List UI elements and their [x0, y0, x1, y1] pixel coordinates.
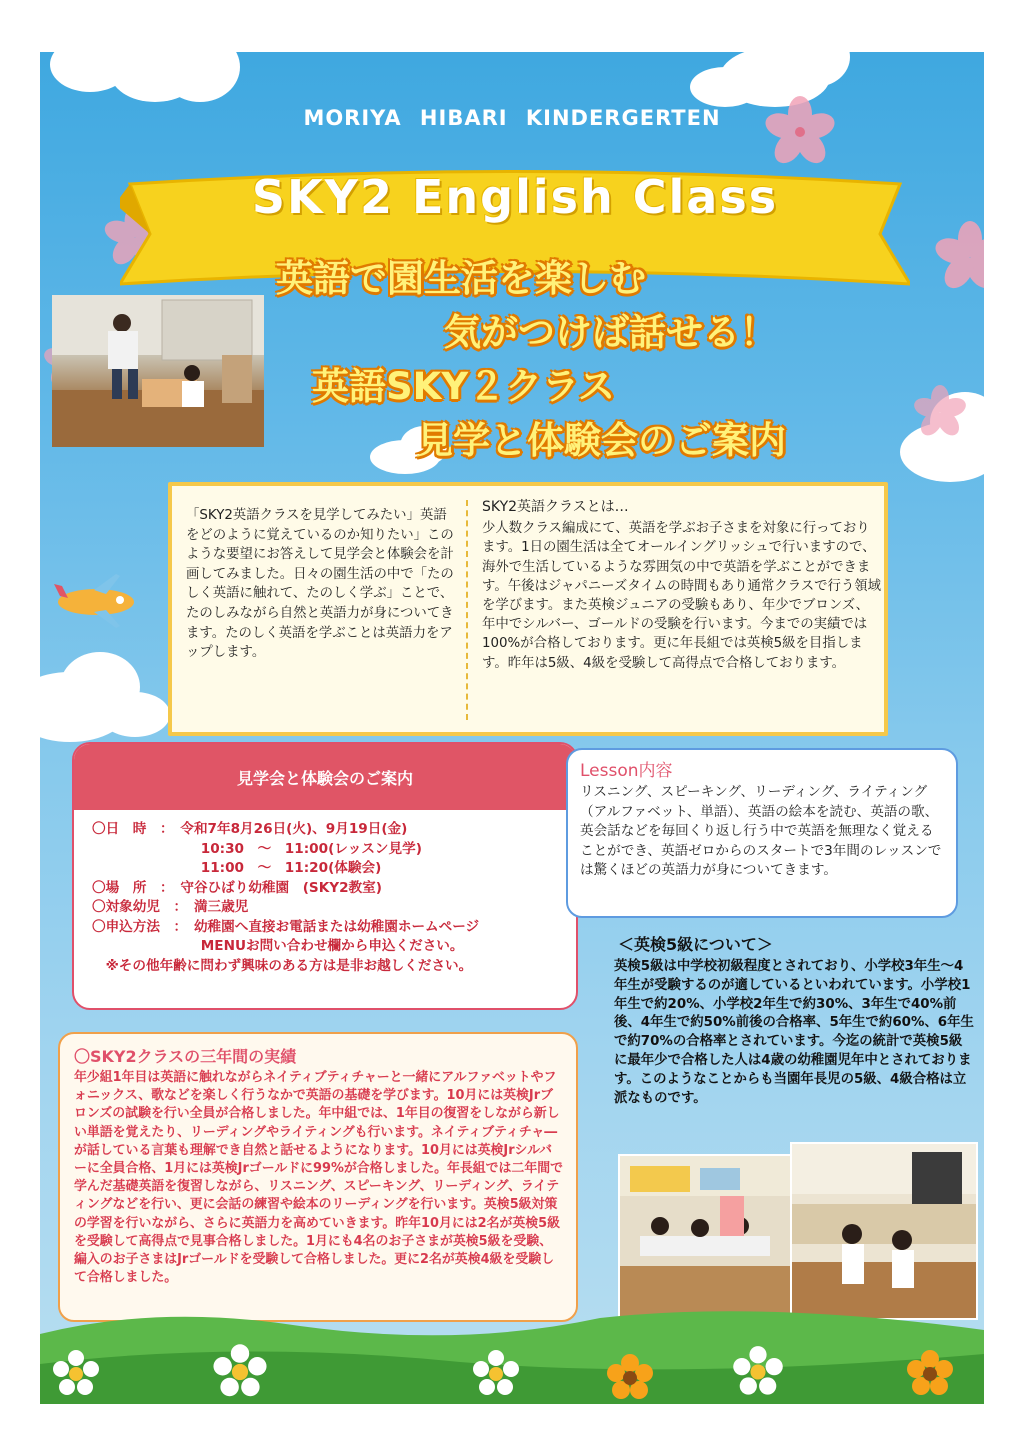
headline-line-2: 気がつけば話せる！: [444, 311, 777, 354]
lesson-title: Lesson内容: [580, 761, 673, 781]
school-name: MORIYA HIBARI KINDERGERTEN: [303, 106, 721, 130]
event-row: 〇場 所 ： 守谷ひばり幼稚園 (SKY2教室): [92, 879, 382, 896]
cherry-blossom-icon: [760, 92, 840, 172]
event-row: MENUお問い合わせ欄から申込ください。: [92, 938, 464, 954]
event-info-box: [72, 742, 578, 1010]
record-box: [58, 1032, 578, 1322]
intro-divider: [466, 500, 468, 720]
lesson-photo-right: [790, 1142, 978, 1320]
event-row: 〇対象幼児 ： 満三歳児: [92, 899, 249, 915]
marigold-icon: [600, 1352, 660, 1404]
event-row: 〇日 時 ： 令和7年8月26日(火)、9月19日(金): [92, 821, 408, 837]
headline-line-1: 英語で園生活を楽しむ: [276, 257, 646, 300]
daisy-icon: [210, 1342, 270, 1402]
intro-box: [168, 482, 888, 736]
event-row: 11:00 ～ 11:20(体験会): [92, 860, 382, 876]
event-info-title: 見学会と体験会のご案内: [74, 744, 576, 810]
eiken-text: 英検5級は中学校初級程度とされており、小学校3年生～4年生が受験するのが適しているといわれています。小学校1年生で約20%、小学校2年生で約30%、3年生で40%前後、4年生で約50%前後の合格率、5年生で約60%、6年生で約70%の合格率とされています。今迄の統計で英検5級に最年少で合格した人は4歳の幼稚園児年中とされております。このようなことからも当園年長児の5級、4級合格は立派なものです。: [614, 959, 974, 1106]
cherry-blossom-icon: [910, 382, 970, 442]
daisy-icon: [50, 1348, 102, 1400]
record-text: 年少組1年目は英語に触れながらネイティブティチャーと一緒にアルファベットやフォニックス、歌などを楽しく行うなかで英語の基礎を学びます。10月には英検Jrブロンズの試験を行い全員が合格しました。年中組では、1年目の復習をしながら新しい単語を覚えたり、リーディングやライティングも行います。ネイティブティチャ―が話している言葉も理解でき自然と話せるようになります。10月には英検Jrシルバーに全員合格、1月には英検Jrゴールドに99%が合格しました。年長組では二年間で学んだ基礎英語を復習しながら、リスニング、スピーキング、リーディング、ライティングなどを行い、更に会話の練習や絵本のリーディングを行います。英検5級対策の学習を行いながら、さらに英語力を高めていきます。昨年10月には2名が英検5級を受験して高得点で見事合格しました。1月にも4名のお子さまが英検5級を受験、編入のお子さまはJrゴールドを受験して合格しました。更に2名が英検4級を受験して合格しました。: [74, 1070, 563, 1286]
marigold-icon: [900, 1348, 960, 1400]
sky2-about-text: 少人数クラス編成にて、英語を学ぶお子さまを対象に行っております。1日の園生活は全てオールイングリッシュで行いますので、海外で生活しているような雰囲気の中で英語を学ぶことができます。午後はジャパニーズタイムの時間もあり通常クラスで行う領域を学びます。また英検ジュニアの受験もあり、年少でブロンズ、年中でシルバー、ゴールドの受験を行います。今までの実績では100%が合格しております。更に年長組では英検5級を目指します。昨年は5級、4級を受験して高得点で合格しております。: [482, 521, 882, 671]
event-info-body: [74, 810, 576, 976]
daisy-icon: [470, 1348, 522, 1400]
sky2-about-title: SKY2英語クラスとは…: [482, 499, 629, 515]
lesson-box: [566, 748, 958, 918]
intro-text: 「SKY2英語クラスを見学してみたい」英語をどのように覚えているのか知りたい」このような要望にお答えして見学会と体験会を計画してみました。日々の園生活の中で「たのしく英語に触れて、たのしく学ぶ」ことで、たのしみながら自然と英語力が身についてきます。たのしく英語を学ぶことは英語力をアップします。: [186, 508, 454, 661]
cherry-blossom-icon: [930, 212, 984, 302]
sky2-about: [482, 498, 882, 673]
event-row: 〇申込方法 ： 幼稚園へ直接お電話または幼稚園ホームページ: [92, 918, 480, 935]
event-row: 10:30 ～ 11:00(レッスン見学): [92, 840, 422, 857]
headline-line-4: 見学と体験会のご案内: [416, 419, 786, 462]
airplane-icon: [54, 572, 140, 632]
class-title: SKY2 English Class: [251, 170, 779, 224]
eiken-title: ＜英検5級について＞: [618, 935, 773, 954]
headline-line-3: 英語SKY２クラス: [312, 365, 616, 408]
lesson-photo-left: [618, 1154, 794, 1318]
lesson-text: リスニング、スピーキング、リーディング、ライティング（アルファベット、単語）、英語の絵本を読む、英語の歌、英会話などを毎回くり返し行う中で英語を無理なく覚えることができ、英語ゼロからのスタートで3年間のレッスンでは驚くほどの英語力が身についてきます。: [580, 784, 942, 878]
record-title: 〇SKY2クラスの三年間の実績: [74, 1047, 297, 1066]
event-row: ※その他年齢に問わず興味のある方は是非お越しください。: [92, 957, 473, 974]
poster: [40, 52, 984, 1404]
daisy-icon: [730, 1344, 786, 1400]
classroom-photo: [52, 295, 264, 447]
